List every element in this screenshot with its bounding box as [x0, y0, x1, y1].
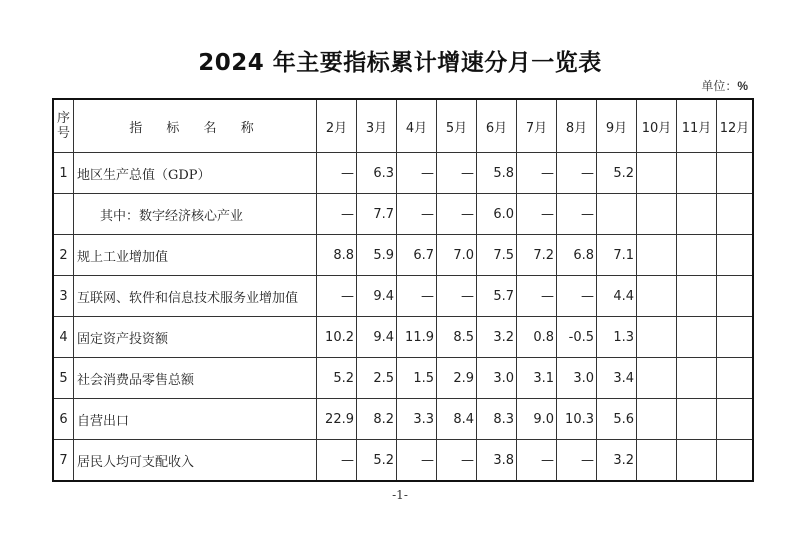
month-value: [677, 235, 717, 276]
month-value: 9.4: [357, 276, 397, 317]
month-value: 5.2: [357, 440, 397, 482]
unit-text: 单位：: [701, 79, 738, 93]
header-month: 9月: [597, 99, 637, 153]
month-value: [677, 153, 717, 194]
month-value: [717, 440, 754, 482]
month-value: [637, 358, 677, 399]
month-value: [637, 317, 677, 358]
month-value: 3.0: [477, 358, 517, 399]
month-value: 3.2: [597, 440, 637, 482]
month-value: 22.9: [317, 399, 357, 440]
header-month: 11月: [677, 99, 717, 153]
month-value: 8.4: [437, 399, 477, 440]
header-month: 12月: [717, 99, 754, 153]
indicator-name: 居民人均可支配收入: [74, 440, 317, 482]
header-month: 4月: [397, 99, 437, 153]
month-value: [637, 194, 677, 235]
month-value: —: [397, 153, 437, 194]
table-row: [53, 194, 753, 235]
month-value: [677, 317, 717, 358]
month-value: 7.1: [597, 235, 637, 276]
month-value: 1.3: [597, 317, 637, 358]
month-value: —: [437, 276, 477, 317]
month-value: 3.1: [517, 358, 557, 399]
row-number: 3: [53, 276, 74, 317]
indicator-name: 固定资产投资额: [74, 317, 317, 358]
month-value: 10.2: [317, 317, 357, 358]
month-value: 8.2: [357, 399, 397, 440]
indicator-name: 自营出口: [74, 399, 317, 440]
month-value: 6.0: [477, 194, 517, 235]
month-value: [717, 358, 754, 399]
month-value: 7.2: [517, 235, 557, 276]
month-value: 8.8: [317, 235, 357, 276]
month-value: 8.3: [477, 399, 517, 440]
month-value: 1.5: [397, 358, 437, 399]
header-month: 2月: [317, 99, 357, 153]
month-value: [637, 399, 677, 440]
month-value: 6.8: [557, 235, 597, 276]
month-value: 10.3: [557, 399, 597, 440]
table-row: [53, 153, 753, 194]
month-value: —: [517, 153, 557, 194]
month-value: 7.7: [357, 194, 397, 235]
row-number: 7: [53, 440, 74, 482]
month-value: [637, 235, 677, 276]
month-value: —: [317, 440, 357, 482]
row-number: 2: [53, 235, 74, 276]
month-value: [717, 153, 754, 194]
unit-label: [701, 77, 748, 94]
month-value: —: [517, 440, 557, 482]
row-number: 4: [53, 317, 74, 358]
month-value: 5.7: [477, 276, 517, 317]
month-value: [677, 194, 717, 235]
month-value: 3.8: [477, 440, 517, 482]
month-value: 3.3: [397, 399, 437, 440]
month-value: [637, 440, 677, 482]
table-row: [53, 235, 753, 276]
month-value: 7.5: [477, 235, 517, 276]
indicator-name: 地区生产总值（GDP）: [74, 153, 317, 194]
month-value: —: [517, 194, 557, 235]
indicator-name: 互联网、软件和信息技术服务业增加值: [74, 276, 317, 317]
table-row: [53, 440, 753, 482]
month-value: 2.9: [437, 358, 477, 399]
month-value: [637, 153, 677, 194]
header-month: 6月: [477, 99, 517, 153]
header-month: 7月: [517, 99, 557, 153]
month-value: 9.4: [357, 317, 397, 358]
month-value: —: [557, 276, 597, 317]
row-number: 6: [53, 399, 74, 440]
row-number: [53, 194, 74, 235]
month-value: [677, 399, 717, 440]
month-value: 3.0: [557, 358, 597, 399]
month-value: 0.8: [517, 317, 557, 358]
month-value: —: [437, 194, 477, 235]
indicator-name: 规上工业增加值: [74, 235, 317, 276]
month-value: [717, 194, 754, 235]
indicator-table: [52, 98, 754, 482]
indicator-name: 其中：数字经济核心产业: [74, 194, 317, 235]
header-no: 序号: [53, 99, 74, 153]
month-value: [637, 276, 677, 317]
header-name: 指 标 名 称: [74, 99, 317, 153]
month-value: —: [437, 153, 477, 194]
month-value: —: [317, 276, 357, 317]
month-value: 11.9: [397, 317, 437, 358]
header-month: 10月: [637, 99, 677, 153]
page-title: 2024 年主要指标累计增速分月一览表: [198, 50, 602, 76]
month-value: [717, 399, 754, 440]
month-value: —: [317, 153, 357, 194]
unit-value: %: [737, 79, 748, 93]
month-value: 5.2: [597, 153, 637, 194]
month-value: 5.8: [477, 153, 517, 194]
month-value: —: [557, 153, 597, 194]
header-month: 8月: [557, 99, 597, 153]
month-value: [597, 194, 637, 235]
month-value: 6.3: [357, 153, 397, 194]
month-value: —: [397, 440, 437, 482]
row-number: 1: [53, 153, 74, 194]
month-value: [717, 317, 754, 358]
month-value: 8.5: [437, 317, 477, 358]
month-value: 5.6: [597, 399, 637, 440]
month-value: —: [557, 194, 597, 235]
month-value: 5.2: [317, 358, 357, 399]
month-value: 5.9: [357, 235, 397, 276]
month-value: 4.4: [597, 276, 637, 317]
month-value: —: [397, 276, 437, 317]
table-row: [53, 276, 753, 317]
month-value: [717, 235, 754, 276]
month-value: 3.2: [477, 317, 517, 358]
month-value: 9.0: [517, 399, 557, 440]
month-value: [717, 276, 754, 317]
table-row: [53, 358, 753, 399]
month-value: [677, 440, 717, 482]
header-month: 3月: [357, 99, 397, 153]
month-value: —: [397, 194, 437, 235]
month-value: [677, 358, 717, 399]
table-header-row: [53, 99, 753, 153]
month-value: -0.5: [557, 317, 597, 358]
table-row: [53, 317, 753, 358]
row-number: 5: [53, 358, 74, 399]
month-value: 2.5: [357, 358, 397, 399]
month-value: —: [317, 194, 357, 235]
month-value: 3.4: [597, 358, 637, 399]
indicator-name: 社会消费品零售总额: [74, 358, 317, 399]
page-number: -1-: [392, 488, 408, 502]
header-month: 5月: [437, 99, 477, 153]
month-value: —: [557, 440, 597, 482]
table-row: [53, 399, 753, 440]
month-value: 7.0: [437, 235, 477, 276]
table-body: [53, 153, 753, 482]
month-value: —: [517, 276, 557, 317]
month-value: 6.7: [397, 235, 437, 276]
month-value: —: [437, 440, 477, 482]
month-value: [677, 276, 717, 317]
